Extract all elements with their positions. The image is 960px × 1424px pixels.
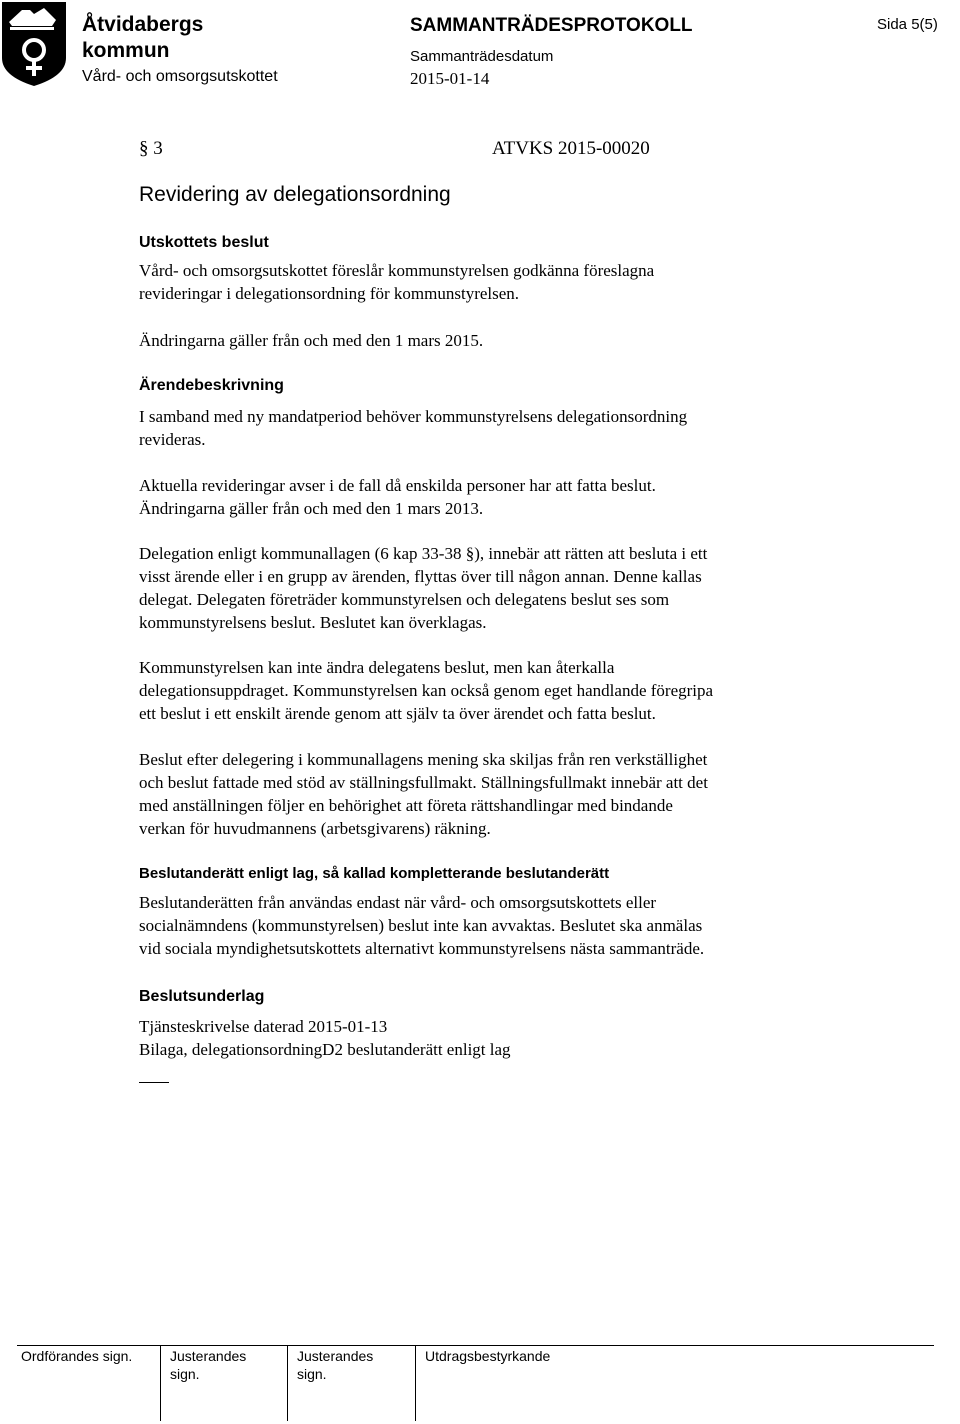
meeting-date-value: 2015-01-14: [410, 69, 490, 88]
decision-paragraph-1: [139, 259, 839, 305]
text-line: kommunstyrelsens beslut. Beslutet kan överklagas.: [139, 613, 487, 632]
document-title: SAMMANTRÄDESPROTOKOLL: [410, 15, 693, 36]
supplementary-authority-heading: Beslutanderätt enligt lag, så kallad kompletterande beslutanderätt: [139, 865, 610, 882]
description-paragraph-5: [139, 748, 839, 840]
description-paragraph-2: [139, 474, 839, 520]
footer-column-divider: [415, 1345, 416, 1421]
text-line: Vård- och omsorgsutskottet föreslår kommunstyrelsen godkänna föreslagna: [139, 261, 655, 280]
adjuster-label-line1: Justerandes: [297, 1348, 374, 1364]
description-heading: Ärendebeskrivning: [139, 377, 284, 394]
decision-basis-list: [139, 1015, 839, 1061]
organization-name-line1: Åtvidabergs: [82, 13, 204, 36]
supplementary-paragraph: [139, 891, 839, 960]
municipal-coat-of-arms-icon: [0, 0, 68, 88]
adjuster-1-signature-label: [170, 1347, 246, 1383]
description-paragraph-3: [139, 542, 839, 634]
text-line: vid sociala myndighetsutskottets alternativt kommunstyrelsens nästa sammanträde.: [139, 939, 705, 958]
footer-column-divider: [287, 1345, 288, 1421]
list-item: Bilaga, delegationsordningD2 beslutanderätt enligt lag: [139, 1040, 511, 1059]
chair-signature-label: Ordförandes sign.: [21, 1348, 133, 1364]
text-line: I samband med ny mandatperiod behöver kommunstyrelsens delegationsordning: [139, 407, 688, 426]
text-line: Delegation enligt kommunallagen (6 kap 33-38 §), innebär att rätten att besluta i ett: [139, 544, 708, 563]
decision-paragraph-2: [139, 329, 839, 352]
text-line: revideringar i delegationsordning för kommunstyrelsen.: [139, 284, 520, 303]
adjuster-label-line2: sign.: [297, 1366, 327, 1382]
footer-divider: [17, 1345, 934, 1346]
text-line: med anställningen följer en behörighet att företa rättshandlingar med bindande: [139, 796, 673, 815]
text-line: socialnämndens (kommunstyrelsen) beslut inte kan avvaktas. Beslutet ska anmälas: [139, 916, 703, 935]
decision-basis-heading: Beslutsunderlag: [139, 988, 265, 1005]
text-line: Aktuella revideringar avser i de fall då enskilda personer har att fatta beslut.: [139, 476, 656, 495]
end-rule: [139, 1082, 169, 1083]
text-line: Ändringarna gäller från och med den 1 mars 2013.: [139, 499, 484, 518]
adjuster-2-signature-label: [297, 1347, 373, 1383]
case-reference: ATVKS 2015-00020: [492, 138, 650, 159]
text-line: ett beslut i ett enskilt ärende genom att själv ta över ärendet och fatta beslut.: [139, 704, 656, 723]
text-line: verkan för huvudmannens (arbetsgivarens) räkning.: [139, 819, 491, 838]
text-line: delegat. Delegaten företräder kommunstyrelsen och delegatens beslut ses som: [139, 590, 670, 609]
extract-certification-label: Utdragsbestyrkande: [425, 1348, 551, 1364]
footer-column-divider: [160, 1345, 161, 1421]
decision-heading: Utskottets beslut: [139, 234, 269, 251]
text-line: revideras.: [139, 430, 206, 449]
text-line: Beslutanderätten från användas endast när vård- och omsorgsutskottets eller: [139, 893, 657, 912]
text-line: delegationsuppdraget. Kommunstyrelsen kan också genom eget handlande föregripa: [139, 681, 714, 700]
description-paragraph-4: [139, 656, 839, 725]
text-line: och beslut fattade med stöd av ställningsfullmakt. Ställningsfullmakt innebär att det: [139, 773, 708, 792]
meeting-date-label: Sammanträdesdatum: [410, 48, 554, 65]
text-line: Ändringarna gäller från och med den 1 mars 2015.: [139, 331, 484, 350]
text-line: Beslut efter delegering i kommunallagens mening ska skiljas från ren verkställighet: [139, 750, 708, 769]
text-line: visst ärende eller i en grupp av ärenden, flyttas över till någon annan. Denne kallas: [139, 567, 702, 586]
section-number: § 3: [139, 138, 163, 159]
adjuster-label-line1: Justerandes: [170, 1348, 247, 1364]
list-item: Tjänsteskrivelse daterad 2015-01-13: [139, 1017, 388, 1036]
department-name: Vård- och omsorgsutskottet: [82, 68, 278, 85]
section-title: Revidering av delegationsordning: [139, 183, 451, 206]
organization-name-line2: kommun: [82, 39, 170, 62]
description-paragraph-1: [139, 405, 839, 451]
text-line: Kommunstyrelsen kan inte ändra delegatens beslut, men kan återkalla: [139, 658, 615, 677]
adjuster-label-line2: sign.: [170, 1366, 200, 1382]
page-number: Sida 5(5): [877, 16, 938, 33]
